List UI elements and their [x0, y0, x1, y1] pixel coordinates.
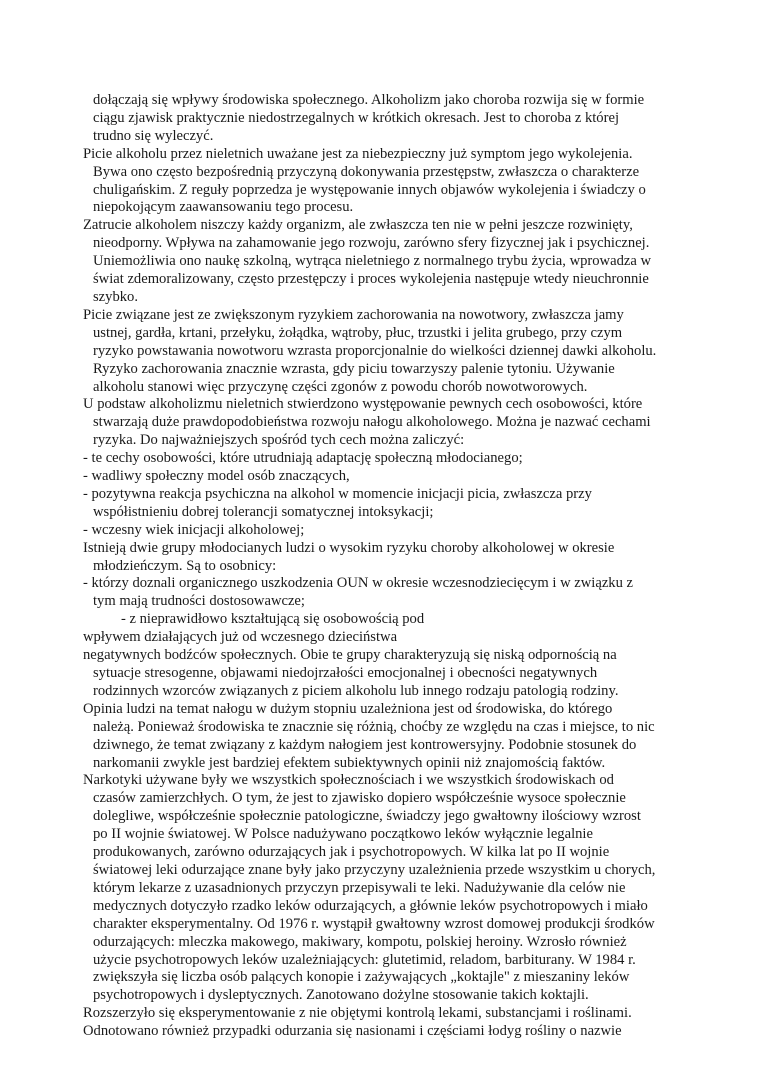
text-line: - wadliwy społeczny model osób znaczących, [83, 468, 350, 485]
document-page [83, 92, 683, 1041]
text-line: - wczesny wiek inicjacji alkoholowej; [83, 521, 305, 538]
text-line: Uniemożliwia ono naukę szkolną, wytrąca nieletniego z normalnego trybu życia, wprowadza w [93, 253, 652, 270]
text-line: produkowanych, zarówno odurzających jak i psychotropowych. W kilka lat po II wojnie [93, 844, 610, 861]
text-line: medycznych dotyczyło rzadko leków odurzających, a głównie leków psychotropowych i miało [93, 897, 648, 914]
text-line: nieodporny. Wpływa na zahamowanie jego rozwoju, zarówno sfery fizycznej jak i psychicznej. [93, 235, 650, 252]
text-line: ustnej, gardła, krtani, przełyku, żołądka, wątroby, płuc, trzustki i jelita grubego, przy czym [93, 324, 623, 341]
text-line: którym lekarze z uzasadnionych przyczyn przepisywali te leki. Nadużywanie dla celów nie [93, 879, 626, 896]
text-line: - te cechy osobowości, które utrudniają adaptację społeczną młodocianego; [83, 450, 523, 467]
text-line: Opinia ludzi na temat nałogu w dużym stopniu uzależniona jest od środowiska, do którego [83, 700, 613, 717]
text-line: należą. Ponieważ środowiska te znacznie się różnią, choćby ze względu na czas i miejsce, to nic [93, 718, 655, 735]
text-line: - którzy doznali organicznego uszkodzenia OUN w okresie wczesnodziecięcym i w związku z [83, 575, 634, 592]
text-line: - z nieprawidłowo kształtującą się osobowością pod [121, 611, 425, 628]
text-line: stwarzają duże prawdopodobieństwa rozwoju nałogu alkoholowego. Można je nazwać cechami [93, 414, 651, 431]
text-line: trudno się wyleczyć. [93, 127, 214, 144]
text-line: chuligańskim. Z reguły poprzedza je występowanie innych objawów wykolejenia i świadczy o [93, 181, 646, 198]
text-line: - pozytywna reakcja psychiczna na alkohol w momencie inicjacji picia, zwłaszcza przy [83, 485, 592, 502]
text-line: sytuacje stresogenne, objawami niedojrzałości emocjonalnej i obecności negatywnych [93, 665, 598, 681]
text-line: dolegliwe, współcześnie społecznie patologiczne, świadczy jego gwałtowny ilościowy wzrost [93, 808, 641, 825]
text-line: dołączają się wpływy środowiska społecznego. Alkoholizm jako choroba rozwija się w formie [93, 92, 645, 108]
text-line: charakter eksperymentalny. Od 1976 r. wystąpił gwałtowny wzrost domowej produkcji środków [93, 915, 655, 932]
text-line: użycie psychotropowych leków uzależniających: glutetimid, reladom, barbiturany. W 1984 r. [93, 951, 636, 968]
text-line: Picie alkoholu przez nieletnich uważane jest za niebezpieczny już symptom jego wykolejenia. [83, 145, 633, 162]
text-line: ryzyka. Do najważniejszych spośród tych cech można zaliczyć: [93, 432, 465, 449]
text-line: Ryzyko zachorowania znacznie wzrasta, gdy piciu towarzyszy palenie tytoniu. Używanie [93, 360, 615, 377]
text-line: odurzających: mleczka makowego, makiwary, kompotu, polskiej heroiny. Wzrosło również [93, 933, 627, 950]
text-line: Rozszerzyło się eksperymentowanie z nie objętymi kontrolą lekami, substancjami i roślinami. [83, 1005, 632, 1022]
text-line: współistnieniu dobrej tolerancji somatycznej intoksykacji; [93, 503, 434, 520]
text-line: zwiększyła się liczba osób palących konopie i zażywających „koktajle" z mieszaniny leków [93, 969, 630, 986]
text-line: wpływem działających już od wczesnego dzieciństwa [83, 629, 398, 646]
text-line: niepokojącym zaawansowaniu tego procesu. [93, 199, 354, 216]
text-line: ciągu zjawisk praktycznie niedostrzegalnych w krótkich okresach. Jest to choroba z której [93, 109, 619, 126]
text-line: psychotropowych i dysleptycznych. Zanotowano dożylne stosowanie takich koktajli. [93, 987, 589, 1004]
text-line: Bywa ono często bezpośrednią przyczyną dokonywania przestępstw, zwłaszcza o charakterze [93, 163, 640, 180]
text-line: alkoholu stanowi więc przyczynę części zgonów z powodu chorób nowotworowych. [93, 378, 588, 395]
text-line: U podstaw alkoholizmu nieletnich stwierdzono występowanie pewnych cech osobowości, które [83, 396, 643, 413]
text-line: dziwnego, że temat związany z każdym nałogiem jest kontrowersyjny. Podobnie stosunek do [93, 736, 637, 753]
text-line: świat zdemoralizowany, często przestępczy i proces wykolejenia następuje wtedy nieuchronnie [93, 271, 649, 288]
text-line: ryzyko powstawania nowotworu wzrasta proporcjonalnie do wielkości dziennej dawki alkoholu. [93, 342, 657, 359]
text-line: szybko. [93, 288, 138, 305]
text-line: Narkotyki używane były we wszystkich społecznościach i we wszystkich środowiskach od [83, 772, 614, 789]
text-line: Istnieją dwie grupy młodocianych ludzi o wysokim ryzyku choroby alkoholowej w okresie [83, 539, 615, 556]
text-line: Picie związane jest ze zwiększonym ryzykiem zachorowania na nowotwory, zwłaszcza jamy [83, 306, 624, 323]
text-line: rodzinnych wzorców związanych z piciem alkoholu lub innego rodzaju patologią rodziny. [93, 682, 619, 699]
text-line: po II wojnie światowej. W Polsce nadużywano początkowo leków wyłącznie legalnie [93, 826, 593, 843]
text-line: Zatrucie alkoholem niszczy każdy organizm, ale zwłaszcza ten nie w pełni jeszcze rozwinięty, [83, 217, 633, 234]
text-line: młodzieńczym. Są to osobnicy: [93, 557, 277, 574]
text-line: tym mają trudności dostosowawcze; [93, 593, 305, 610]
text-line: światowej leki odurzające znane były jako przyczyny uzależnienia przede wszystkim u chorych, [93, 861, 656, 878]
text-line: narkomanii zwykle jest bardziej efektem subiektywnych opinii niż znajomością faktów. [93, 754, 606, 771]
text-line: czasów zamierzchłych. O tym, że jest to zjawisko dopiero współcześnie wysoce społecznie [93, 790, 626, 807]
text-line: negatywnych bodźców społecznych. Obie te grupy charakteryzują się niską odpornością na [83, 647, 617, 664]
text-line: Odnotowano również przypadki odurzania się nasionami i częściami łodyg rośliny o nazwie [83, 1023, 622, 1040]
